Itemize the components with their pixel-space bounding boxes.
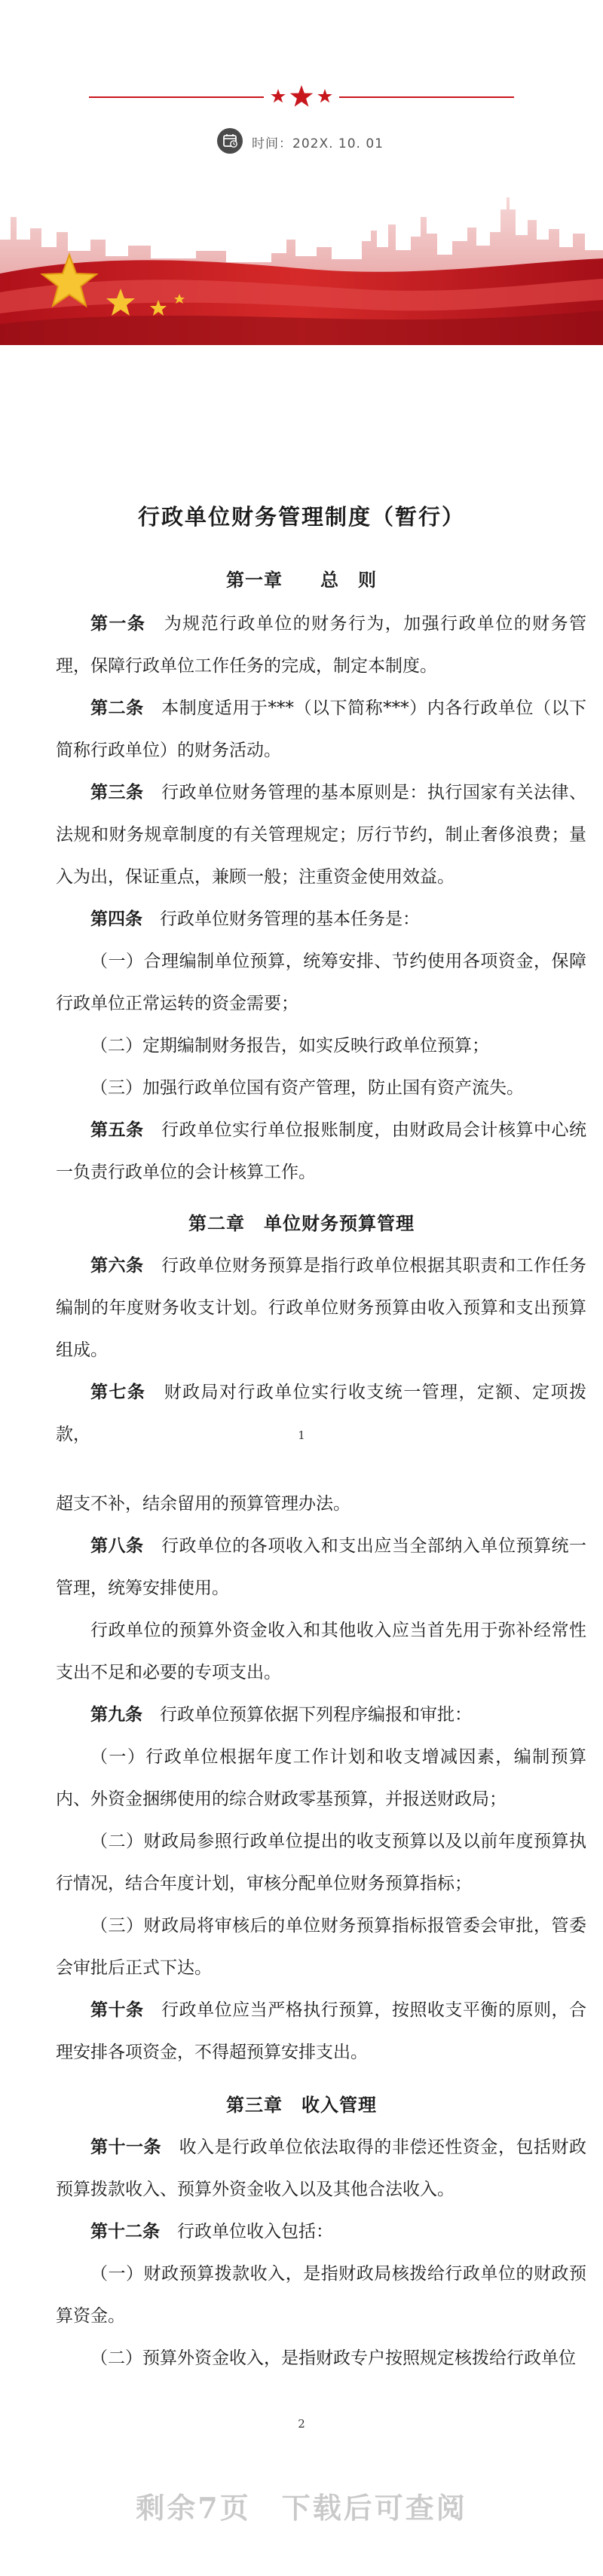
article-label: 第五条 bbox=[90, 1120, 144, 1140]
article-7 bbox=[56, 1371, 586, 1456]
article-text: 行政单位收入包括： bbox=[177, 2222, 333, 2241]
article-label: 第七条 bbox=[90, 1382, 146, 1402]
article-label: 第二条 bbox=[90, 698, 144, 718]
publish-time: 时间：202X. 10. 01 bbox=[252, 136, 384, 151]
article-7-continued: 超支不补，结余留用的预算管理办法。 bbox=[56, 1494, 350, 1514]
article-5 bbox=[56, 1109, 586, 1193]
page-number-2: 2 bbox=[298, 2417, 305, 2431]
article-12-item-2: （二）预算外资金收入，是指财政专户按照规定核拨给行政单位 bbox=[90, 2348, 576, 2368]
article-11 bbox=[56, 2126, 586, 2211]
remaining-pages-notice[interactable]: 剩余7页 下载后可查阅 bbox=[136, 2491, 467, 2525]
skyline-banner bbox=[0, 187, 603, 345]
stars-ornament bbox=[264, 83, 339, 113]
article-text: 行政单位实行单位报账制度，由财政局会计核算中心统一负责行政单位的会计核算工作。 bbox=[56, 1120, 587, 1182]
article-text: 行政单位预算依据下列程序编报和审批： bbox=[160, 1705, 472, 1725]
article-3 bbox=[56, 772, 586, 898]
star-small-left bbox=[271, 89, 286, 102]
article-text: 财政局对行政单位实行收支统一管理，定额、定项拨款， bbox=[56, 1383, 587, 1444]
article-text: 收入是行政单位依法取得的非偿还性资金，包括财政预算拨款收入、预算外资金收入以及其他合法收入。 bbox=[56, 2137, 587, 2199]
article-text: 行政单位的各项收入和支出应当全部纳入单位预算统一管理，统筹安排使用。 bbox=[56, 1536, 587, 1598]
article-8 bbox=[56, 1525, 586, 1609]
header-rule-left bbox=[89, 96, 264, 98]
article-10 bbox=[56, 1989, 586, 2073]
article-9-item-1: （一）行政单位根据年度工作计划和收支增减因素，编制预算内、外资金捆绑使用的综合财政零基预算，并报送财政局； bbox=[56, 1747, 586, 1809]
article-6 bbox=[56, 1245, 586, 1371]
article-12-item-1: （一）财政预算拨款收入，是指财政局核拨给行政单位的财政预算资金。 bbox=[56, 2264, 586, 2326]
calendar-clock-icon bbox=[217, 128, 243, 154]
article-9 bbox=[56, 1694, 586, 1736]
article-12 bbox=[56, 2211, 586, 2253]
article-8-paragraph-2: 行政单位的预算外资金收入和其他收入应当首先用于弥补经常性支出不足和必要的专项支出。 bbox=[56, 1621, 586, 1682]
chapter-1-heading: 第一章 总 则 bbox=[226, 569, 377, 591]
article-label: 第十条 bbox=[90, 2000, 144, 2020]
article-label: 第一条 bbox=[90, 613, 146, 634]
article-label: 第六条 bbox=[90, 1255, 144, 1276]
article-text: 行政单位财务管理的基本任务是： bbox=[160, 909, 420, 929]
page-number-1: 1 bbox=[298, 1429, 305, 1442]
article-text: 为规范行政单位的财务行为，加强行政单位的财务管理，保障行政单位工作任务的完成，制定本制度。 bbox=[56, 614, 587, 676]
article-4-item-1: （一）合理编制单位预算，统筹安排、节约使用各项资金，保障行政单位正常运转的资金需要； bbox=[56, 952, 586, 1013]
document-title: 行政单位财务管理制度（暂行） bbox=[137, 504, 465, 530]
star-small-right bbox=[317, 89, 332, 102]
article-label: 第十二条 bbox=[90, 2221, 160, 2241]
article-2 bbox=[56, 687, 586, 772]
article-text: 行政单位财务管理的基本原则是：执行国家有关法律、法规和财务规章制度的有关管理规定；厉行节约，制止奢侈浪费；量入为出，保证重点，兼顾一般；注重资金使用效益。 bbox=[56, 783, 587, 887]
article-text: 行政单位财务预算是指行政单位根据其职责和工作任务编制的年度财务收支计划。行政单位财务预算由收入预算和支出预算组成。 bbox=[56, 1256, 587, 1360]
header-banner bbox=[0, 0, 603, 362]
time-row bbox=[0, 128, 603, 154]
chapter-2-heading: 第二章 单位财务预算管理 bbox=[188, 1212, 415, 1234]
article-4-item-3: （三）加强行政单位国有资产管理，防止国有资产流失。 bbox=[90, 1078, 524, 1098]
article-9-item-3: （三）财政局将审核后的单位财务预算指标报管委会审批，管委会审批后正式下达。 bbox=[56, 1916, 586, 1978]
article-1 bbox=[56, 603, 586, 687]
article-9-item-2: （二）财政局参照行政单位提出的收支预算以及以前年度预算执行情况，结合年度计划，审核分配单位财务预算指标； bbox=[56, 1832, 586, 1893]
chapter-3-heading: 第三章 收入管理 bbox=[226, 2094, 377, 2116]
article-label: 第八条 bbox=[90, 1536, 144, 1556]
article-4 bbox=[56, 898, 586, 940]
article-4-item-2: （二）定期编制财务报告，如实反映行政单位预算； bbox=[90, 1036, 489, 1056]
star-large-center bbox=[290, 85, 313, 107]
article-label: 第九条 bbox=[90, 1704, 142, 1725]
header-rule-right bbox=[339, 96, 514, 98]
article-label: 第三条 bbox=[90, 782, 144, 802]
article-text: 本制度适用于***（以下简称***）内各行政单位（以下简称行政单位）的财务活动。 bbox=[56, 698, 587, 760]
article-text: 行政单位应当严格执行预算，按照收支平衡的原则，合理安排各项资金，不得超预算安排支出。 bbox=[56, 2000, 587, 2062]
article-label: 第四条 bbox=[90, 909, 142, 929]
article-label: 第十一条 bbox=[90, 2137, 162, 2157]
